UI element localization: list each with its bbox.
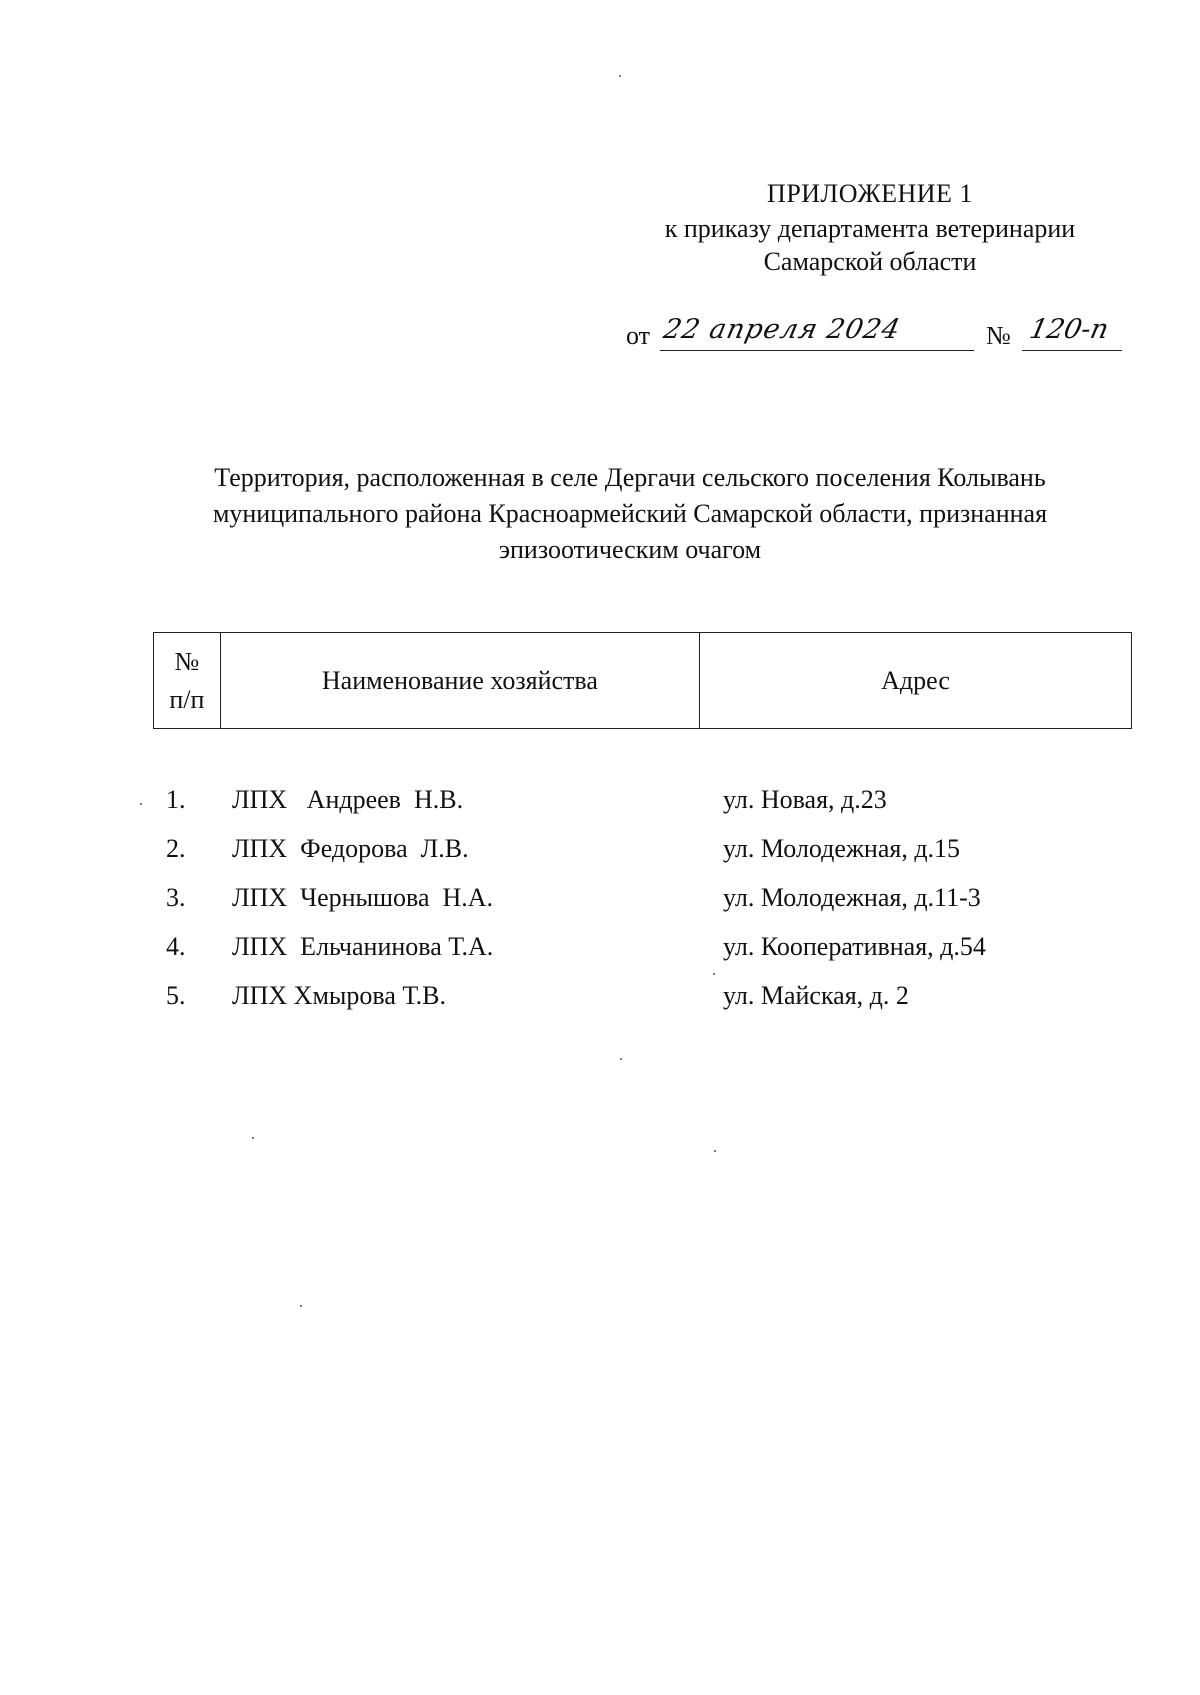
list-item <box>0 785 1200 825</box>
order-number-field <box>1022 314 1122 351</box>
column-header-address: Адрес <box>700 633 1132 729</box>
list-item-name: ЛПХ Хмырова Т.В. <box>232 981 446 1010</box>
list-item <box>0 883 1200 923</box>
list-item-name: ЛПХ Чернышова Н.А. <box>232 883 494 912</box>
list-item <box>0 981 1200 1021</box>
list-item-address: ул. Кооперативная, д.54 <box>723 932 986 961</box>
appendix-subtitle-line2: Самарской области <box>763 247 977 276</box>
list-item-number: 3. <box>166 883 186 912</box>
column-header-number-line2: п/п <box>169 684 205 714</box>
list-item-name: ЛПХ Андреев Н.В. <box>232 785 464 814</box>
list-item-number: 4. <box>166 932 186 961</box>
list-item-name: ЛПХ Федорова Л.В. <box>232 834 469 863</box>
document-heading: Территория, расположенная в селе Дергачи сельского поселения Колывань муниципального района Красноармейский Самарской области, признанная эпизоотическим очагом <box>212 463 1048 564</box>
list-item-number: 5. <box>166 981 186 1010</box>
column-header-number-line1: № <box>174 646 200 676</box>
order-date-handwritten: 22 апреля 2024 <box>660 314 904 345</box>
scan-speck <box>713 973 715 975</box>
order-number-label: № <box>986 321 1011 350</box>
column-header-name: Наименование хозяйства <box>220 633 699 729</box>
order-number-handwritten: 120-п <box>1026 314 1112 345</box>
scan-speck <box>252 1137 254 1139</box>
appendix-subtitle-line1: к приказу департамента ветеринарии <box>664 214 1076 243</box>
appendix-title: ПРИЛОЖЕНИЕ 1 <box>767 179 973 208</box>
scan-speck <box>619 75 621 77</box>
list-item-address: ул. Новая, д.23 <box>723 785 887 814</box>
order-reference <box>626 314 1126 358</box>
order-date-prefix: от <box>626 321 651 350</box>
scan-speck <box>140 803 142 805</box>
scan-speck <box>714 1150 716 1152</box>
list-item-address: ул. Майская, д. 2 <box>723 981 909 1010</box>
list-item-number: 2. <box>166 834 186 863</box>
list-item-name: ЛПХ Ельчанинова Т.А. <box>232 932 494 961</box>
list-item-address: ул. Молодежная, д.15 <box>723 834 961 863</box>
column-header-number <box>154 633 221 729</box>
order-date-field <box>660 314 974 351</box>
scan-speck <box>300 1305 302 1307</box>
list-item <box>0 834 1200 874</box>
scan-speck <box>620 1058 622 1060</box>
table-header-row <box>154 633 1132 729</box>
list-item <box>0 932 1200 972</box>
households-table-header <box>153 632 1132 729</box>
list-item-address: ул. Молодежная, д.11-3 <box>723 883 981 912</box>
list-item-number: 1. <box>166 785 186 814</box>
